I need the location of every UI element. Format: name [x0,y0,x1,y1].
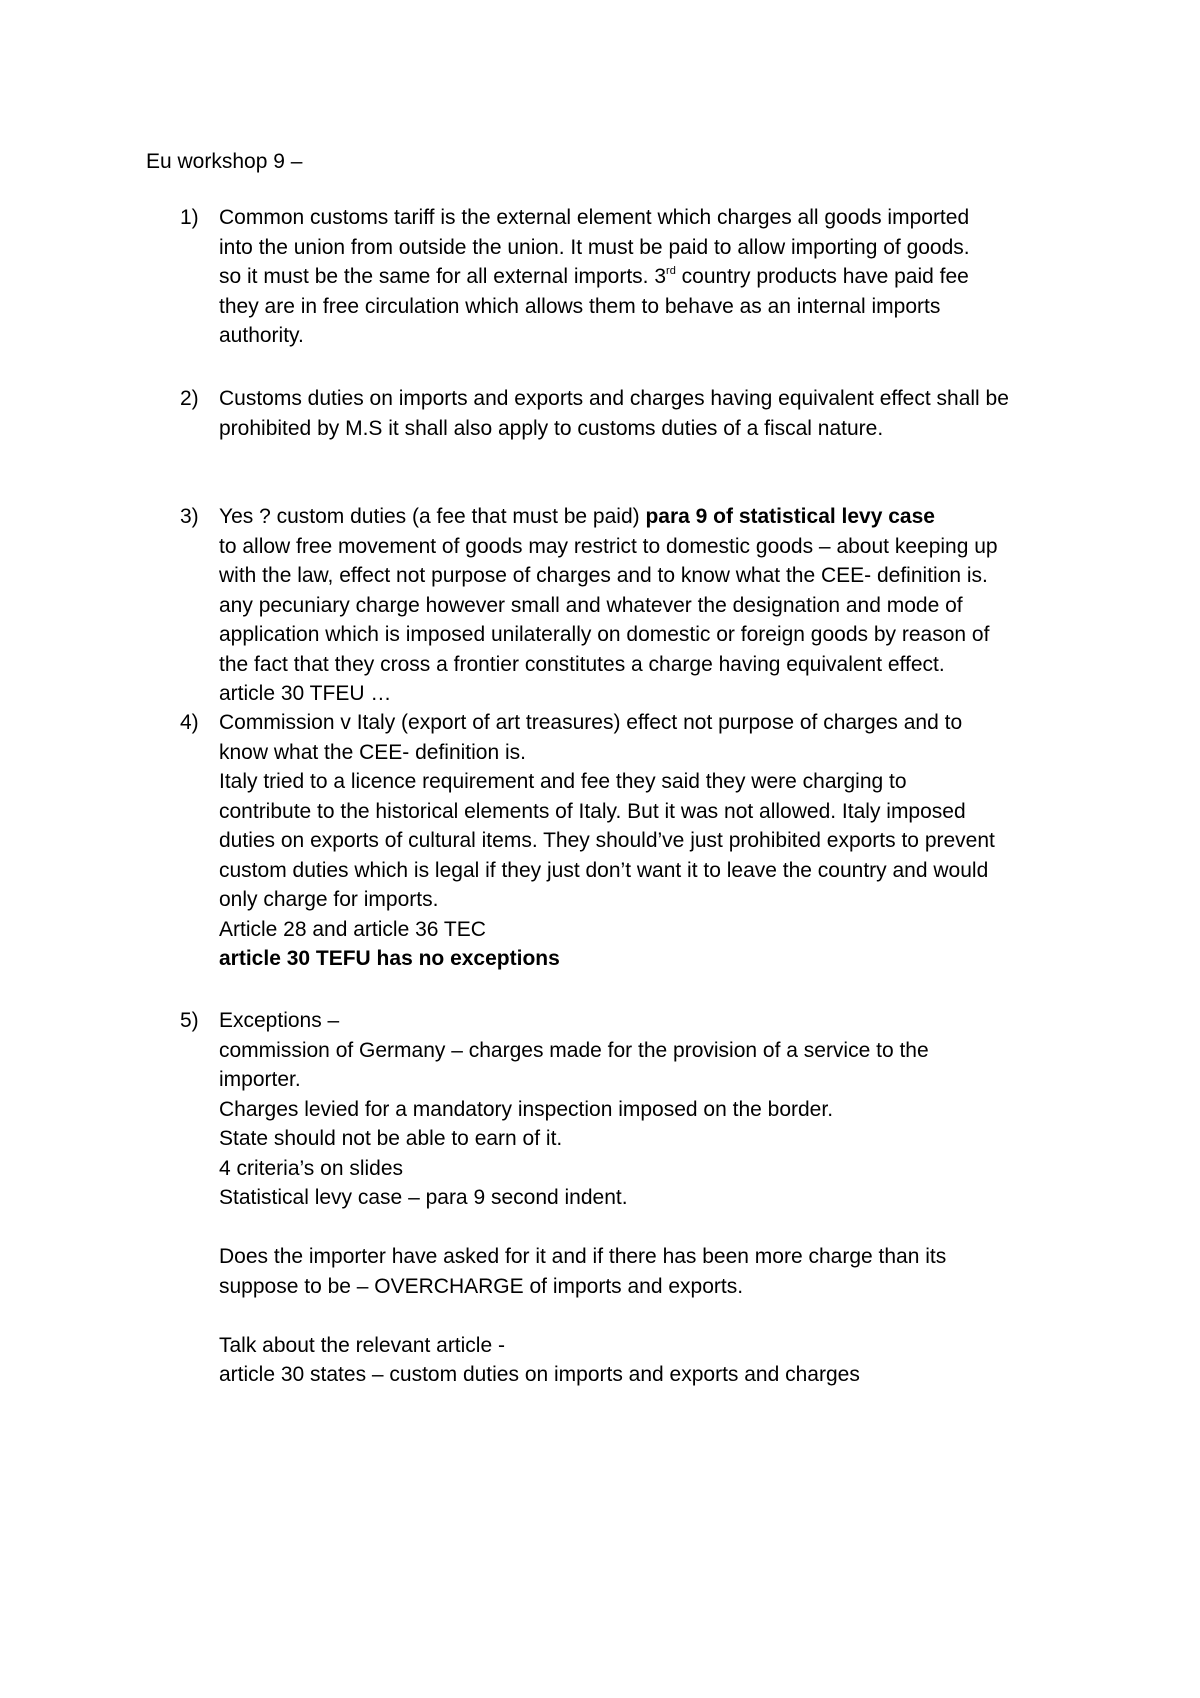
blank-line [219,1301,1079,1331]
text-line-with-superscript [219,262,1079,292]
text-line: State should not be able to earn of it. [219,1127,563,1150]
list-number-3: 3) [180,505,199,528]
list-body-5 [219,1006,1079,1390]
list-number-2: 2) [180,387,199,410]
list-number-4: 4) [180,711,199,734]
text-line: Talk about the relevant article - [219,1333,505,1357]
text-line: they are in free circulation which allows them to behave as an internal imports [219,294,941,318]
text-line: custom duties which is legal if they just don’t want it to leave the country and would [219,858,989,882]
text-line: any pecuniary charge however small and whatever the designation and mode of [219,593,963,617]
text-line: contribute to the historical elements of Italy. But it was not allowed. Italy imposed [219,799,966,823]
list-body-4 [219,708,1079,974]
text-line: article 30 TFEU … [219,682,392,705]
text-line: authority. [219,324,304,347]
text-line: importer. [219,1068,301,1091]
superscript-ordinal: rd [666,265,676,277]
text-line: commission of Germany – charges made for the provision of a service to the [219,1038,929,1062]
text-line: duties on exports of cultural items. They should’ve just prohibited exports to prevent [219,829,995,852]
bold-case-reference: para 9 of statistical levy case [645,505,935,528]
blank-line [219,1213,1079,1243]
document-title: Eu workshop 9 – [146,150,303,173]
list-body-3 [219,502,1079,709]
text-line: article 30 states – custom duties on imports and exports and charges [219,1363,860,1386]
text-line: Statistical levy case – para 9 second indent. [219,1186,628,1209]
text-line: Common customs tariff is the external element which charges all goods imported [219,206,970,229]
text-line: to allow free movement of goods may restrict to domestic goods – about keeping up [219,534,998,558]
text-line-with-bold [219,502,1079,532]
list-body-2 [219,384,1079,443]
text-line: the fact that they cross a frontier constitutes a charge having equivalent effect. [219,652,945,676]
text-line: Customs duties on imports and exports and charges having equivalent effect shall be [219,387,1009,410]
text-fragment: so it must be the same for all external imports. 3 [219,265,667,288]
list-body-1 [219,203,1079,351]
text-fragment: country products have paid fee [675,265,969,288]
list-number-1: 1) [180,206,199,229]
text-line: Exceptions – [219,1009,340,1032]
text-line: Charges levied for a mandatory inspection imposed on the border. [219,1097,834,1121]
text-line: Italy tried to a licence requirement and fee they said they were charging to [219,770,907,793]
text-fragment: Yes ? custom duties (a fee that must be paid) [219,505,646,528]
text-line: Article 28 and article 36 TEC [219,917,486,941]
text-line: know what the CEE- definition is. [219,740,526,764]
text-line: with the law, effect not purpose of charges and to know what the CEE- definition is. [219,564,988,587]
list-number-5: 5) [180,1009,199,1032]
text-line: Does the importer have asked for it and if there has been more charge than its [219,1245,947,1268]
text-line: application which is imposed unilaterally on domestic or foreign goods by reason of [219,623,990,646]
bold-conclusion-line: article 30 TEFU has no exceptions [219,947,560,970]
text-line: 4 criteria’s on slides [219,1156,404,1180]
text-line: prohibited by M.S it shall also apply to customs duties of a fiscal nature. [219,416,884,440]
text-line: only charge for imports. [219,888,439,911]
text-line: suppose to be – OVERCHARGE of imports and exports. [219,1274,744,1298]
text-line: Commission v Italy (export of art treasures) effect not purpose of charges and to [219,711,963,734]
text-line: into the union from outside the union. It must be paid to allow importing of goods. [219,235,970,259]
